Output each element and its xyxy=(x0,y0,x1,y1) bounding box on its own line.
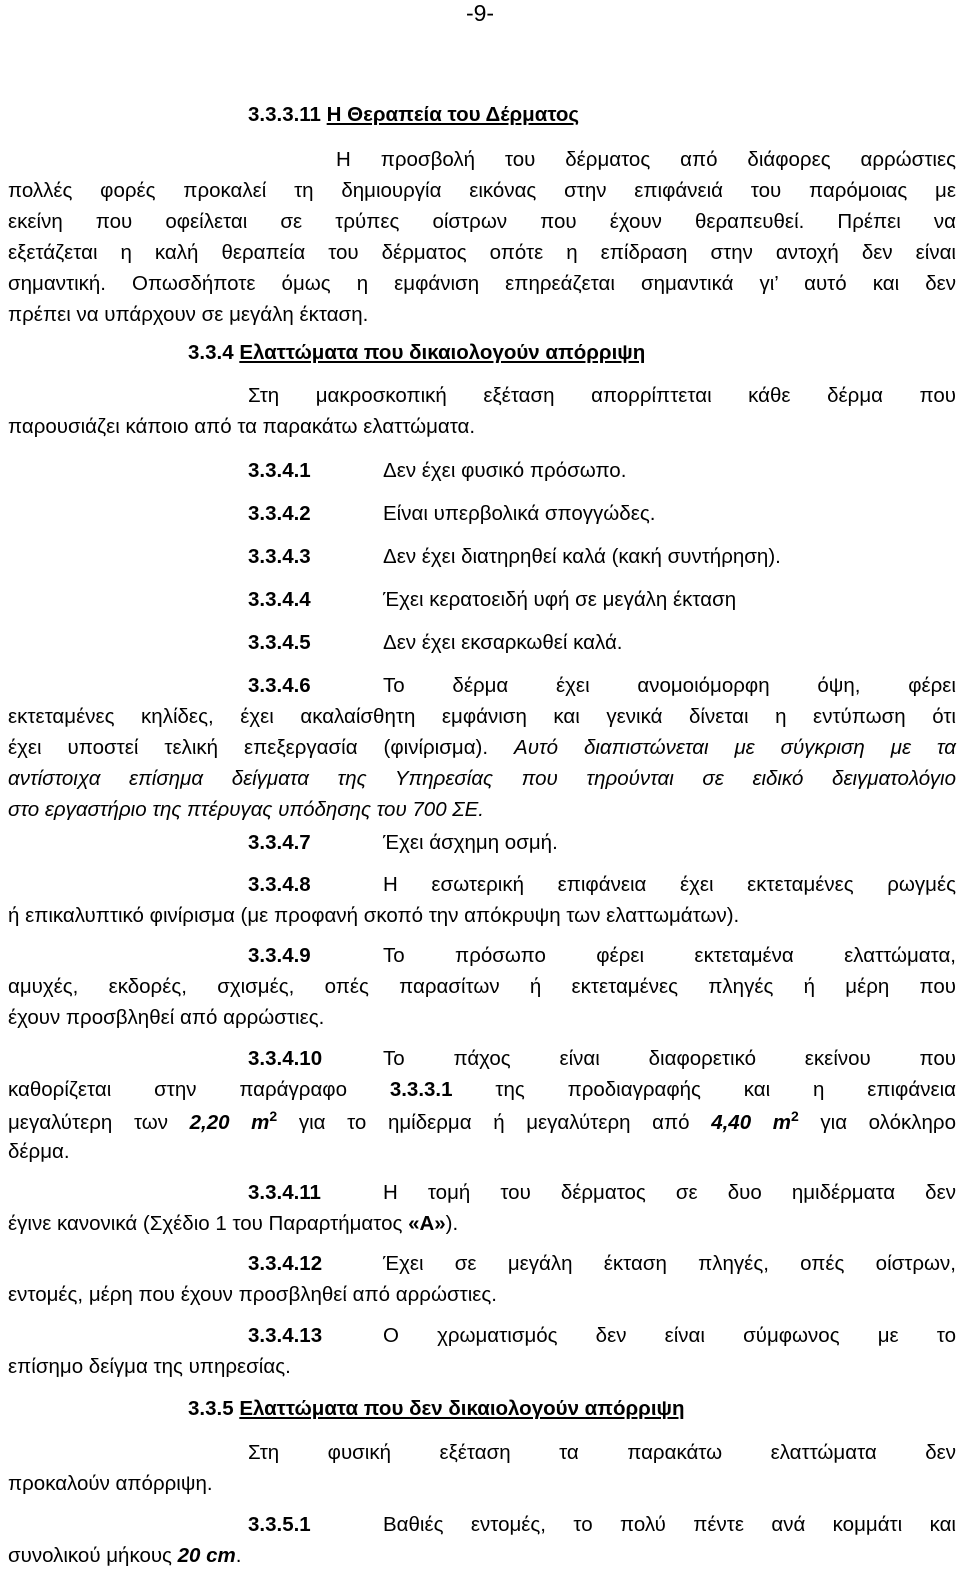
item-text: Έχει σε μεγάλη έκταση πληγές, οπές οίστρων, xyxy=(383,1252,956,1275)
text-run: καθορίζεται στην παράγραφο xyxy=(8,1078,347,1101)
section-heading-3-3-4 xyxy=(188,340,645,366)
paragraph-line: επίσημο δείγμα της υπηρεσίας. xyxy=(8,1355,291,1378)
paragraph-line: προκαλούν απόρριψη. xyxy=(8,1472,213,1495)
item-number: 3.3.4.8 xyxy=(248,873,311,896)
paragraph-line: εξετάζεται η καλή θεραπεία του δέρματος οπότε η επίδραση στην αντοχή δεν είναι xyxy=(8,241,956,264)
list-item xyxy=(248,630,623,656)
item-text: Έχει κερατοειδή υφή σε μεγάλη έκταση xyxy=(383,588,737,611)
item-number: 3.3.4.7 xyxy=(248,831,311,854)
item-number: 3.3.4.4 xyxy=(248,588,311,611)
paragraph-line: σημαντική. Οπωσδήποτε όμως η εμφάνιση επηρεάζεται σημαντικά γι’ αυτό και δεν xyxy=(8,272,956,295)
paragraph-line: παρουσιάζει κάποιο από τα παρακάτω ελαττώματα. xyxy=(8,415,476,438)
italic-text-run: αντίστοιχα επίσημα δείγματα της Υπηρεσίας που τηρούνται σε ειδικό δειγματολόγιο xyxy=(8,767,956,790)
list-item-first-line xyxy=(248,872,956,898)
superscript: 2 xyxy=(790,1108,799,1125)
section-heading-3-3-3-11 xyxy=(248,102,579,128)
paragraph-line xyxy=(8,797,956,823)
list-item-first-line xyxy=(248,1323,956,1349)
section-title: Η Θεραπεία του Δέρματος xyxy=(326,103,580,126)
text-run: συνολικού μήκους xyxy=(8,1544,172,1567)
item-number: 3.3.4.12 xyxy=(248,1252,323,1275)
item-text: Βαθιές εντομές, το πολύ πέντε ανά κομμάτι και xyxy=(383,1513,956,1536)
text-run: ). xyxy=(445,1212,459,1235)
paragraph-line: Η προσβολή του δέρματος από διάφορες αρρώστιες xyxy=(336,148,956,171)
list-item xyxy=(248,458,626,484)
paragraph-line xyxy=(8,766,956,792)
superscript: 2 xyxy=(269,1108,278,1125)
item-number: 3.3.4.6 xyxy=(248,674,311,697)
section-number: 3.3.3.11 xyxy=(248,103,321,126)
text-run: για ολόκληρο xyxy=(820,1111,956,1134)
paragraph-line: Στη φυσική εξέταση τα παρακάτω ελαττώματα δεν xyxy=(248,1441,956,1464)
item-number: 3.3.4.2 xyxy=(248,502,311,525)
item-text: Το δέρμα έχει ανομοιόμορφη όψη, φέρει xyxy=(383,674,956,697)
item-text: Είναι υπερβολικά σπογγώδες. xyxy=(383,502,656,525)
list-item xyxy=(248,830,558,856)
item-text: Το πάχος είναι διαφορετικό εκείνου που xyxy=(383,1047,956,1070)
paragraph-line: Στη μακροσκοπική εξέταση απορρίπτεται κάθε δέρμα που xyxy=(248,384,956,407)
item-number: 3.3.4.10 xyxy=(248,1047,323,1070)
section-heading-3-3-5 xyxy=(188,1396,685,1422)
paragraph-line xyxy=(8,1543,956,1569)
item-text: Το πρόσωπο φέρει εκτεταμένα ελαττώματα, xyxy=(383,944,956,967)
list-item-first-line xyxy=(248,673,956,699)
text-run: της προδιαγραφής και η επιφάνεια xyxy=(495,1078,956,1101)
annex-reference: «Α» xyxy=(408,1212,446,1235)
paragraph-line: ή επικαλυπτικό φινίρισμα (με προφανή σκοπό την απόκρυψη των ελαττωμάτων). xyxy=(8,904,740,927)
paragraph-line: αμυχές, εκδορές, σχισμές, οπές παρασίτων ή εκτεταμένες πληγές ή μέρη που xyxy=(8,975,956,998)
item-text: Δεν έχει φυσικό πρόσωπο. xyxy=(383,459,627,482)
page-number: -9- xyxy=(465,0,495,26)
paragraph-line: πρέπει να υπάρχουν σε μεγάλη έκταση. xyxy=(8,303,369,326)
paragraph-line xyxy=(8,1077,956,1103)
paragraph-line xyxy=(8,1211,956,1237)
item-number: 3.3.4.11 xyxy=(248,1181,321,1204)
item-number: 3.3.4.13 xyxy=(248,1324,323,1347)
text-run: έχει υποστεί τελική επεξεργασία (φινίρισμα). xyxy=(8,736,489,759)
item-number: 3.3.4.1 xyxy=(248,459,311,482)
paragraph-line: εντομές, μέρη που έχουν προσβληθεί από αρρώστιες. xyxy=(8,1283,497,1306)
item-text: Ο χρωματισμός δεν είναι σύμφωνος με το xyxy=(383,1324,956,1347)
item-number: 3.3.5.1 xyxy=(248,1513,311,1536)
item-number: 3.3.4.9 xyxy=(248,944,311,967)
item-text: Η εσωτερική επιφάνεια έχει εκτεταμένες ρωγμές xyxy=(383,873,956,896)
item-number: 3.3.4.5 xyxy=(248,631,311,654)
paragraph-line: εκτεταμένες κηλίδες, έχει ακαλαίσθητη εμφάνιση και γενικά δίνεται η εντύπωση ότι xyxy=(8,705,956,728)
list-item-first-line xyxy=(248,1512,956,1538)
section-number: 3.3.5 xyxy=(188,1397,234,1420)
list-item xyxy=(248,587,736,613)
length-value: 20 cm xyxy=(177,1544,236,1567)
list-item xyxy=(248,501,655,527)
italic-text-run: στο εργαστήριο της πτέρυγας υπόδησης του 700 ΣΕ. xyxy=(8,798,484,821)
text-run: . xyxy=(235,1544,242,1567)
item-text: Δεν έχει διατηρηθεί καλά (κακή συντήρηση). xyxy=(383,545,781,568)
italic-text-run: Αυτό διαπιστώνεται με σύγκριση με τα xyxy=(514,736,956,759)
list-item xyxy=(248,544,781,570)
list-item-first-line xyxy=(248,1180,956,1206)
area-value: 4,40 m xyxy=(711,1111,791,1134)
item-text: Έχει άσχημη οσμή. xyxy=(383,831,558,854)
paragraph-line xyxy=(8,1110,956,1136)
paragraph-line: εκείνη που οφείλεται σε τρύπες οίστρων που έχουν θεραπευθεί. Πρέπει να xyxy=(8,210,956,233)
item-text: Δεν έχει εκσαρκωθεί καλά. xyxy=(383,631,623,654)
item-text: Η τομή του δέρματος σε δυο ημιδέρματα δεν xyxy=(383,1181,956,1204)
list-item-first-line xyxy=(248,1046,956,1072)
text-run: έγινε κανονικά (Σχέδιο 1 του Παραρτήματος xyxy=(8,1212,403,1235)
section-title: Ελαττώματα που δεν δικαιολογούν απόρριψη xyxy=(239,1397,685,1420)
paragraph-line: έχουν προσβληθεί από αρρώστιες. xyxy=(8,1006,325,1029)
item-number: 3.3.4.3 xyxy=(248,545,311,568)
paragraph-line: δέρμα. xyxy=(8,1140,70,1163)
text-run: για το ημίδερμα ή μεγαλύτερη από xyxy=(298,1111,690,1134)
paragraph-line: πολλές φορές προκαλεί τη δημιουργία εικόνας στην επιφάνειά του παρόμοιας με xyxy=(8,179,956,202)
section-number: 3.3.4 xyxy=(188,341,234,364)
list-item-first-line xyxy=(248,943,956,969)
paragraph-line xyxy=(8,735,956,761)
section-title: Ελαττώματα που δικαιολογούν απόρριψη xyxy=(239,341,646,364)
paragraph-reference: 3.3.3.1 xyxy=(389,1078,453,1101)
text-run: μεγαλύτερη των xyxy=(8,1111,169,1134)
area-value: 2,20 m xyxy=(189,1111,270,1134)
list-item-first-line xyxy=(248,1251,956,1277)
